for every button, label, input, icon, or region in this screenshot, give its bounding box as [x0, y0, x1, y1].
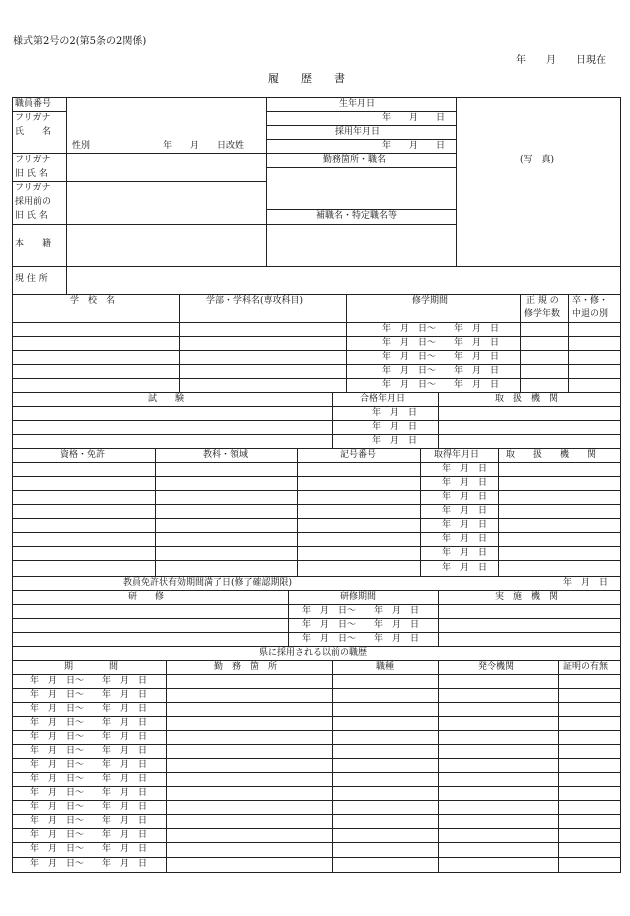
exam-date-row: 年 月 日: [372, 408, 418, 418]
career-period-row: 年 月 日〜 年 月 日: [30, 816, 148, 826]
divider: [155, 448, 156, 576]
education-period-row: 年 月 日〜 年 月 日: [382, 338, 500, 348]
divider: [12, 518, 621, 519]
education-period-row: 年 月 日〜 年 月 日: [382, 324, 500, 334]
school-header: 学 校 名: [70, 296, 116, 306]
regular-years-header-1: 正 規 の: [526, 296, 559, 306]
department-header: 学部・学科名(専攻科目): [206, 296, 304, 306]
divider: [297, 448, 298, 576]
license-organizer-header: 取 扱 機 関: [506, 450, 597, 460]
supplementary-label: 補職名・特定職名等: [316, 211, 398, 221]
divider: [12, 716, 621, 717]
divider: [12, 590, 621, 591]
career-period-row: 年 月 日〜 年 月 日: [30, 732, 148, 742]
divider: [12, 632, 621, 633]
training-period-row: 年 月 日〜 年 月 日: [302, 620, 420, 630]
divider: [12, 786, 621, 787]
exam-date-row: 年 月 日: [372, 422, 418, 432]
divider: [12, 462, 621, 463]
career-period-row: 年 月 日〜 年 月 日: [30, 774, 148, 784]
form-title: 履 歴 書: [268, 72, 345, 85]
career-period-row: 年 月 日〜 年 月 日: [30, 760, 148, 770]
divider: [12, 560, 621, 561]
divider: [12, 772, 621, 773]
staff-no-label: 職員番号: [15, 99, 52, 109]
divider: [12, 392, 621, 393]
career-issuer-header: 発令機関: [478, 662, 515, 672]
license-date-row: 年 月 日: [442, 464, 488, 474]
education-period-row: 年 月 日〜 年 月 日: [382, 366, 500, 376]
old-name-label-prehire: 旧 氏 名: [15, 211, 48, 221]
divider: [420, 448, 421, 576]
divider: [12, 744, 621, 745]
divider: [66, 97, 67, 294]
education-period-row: 年 月 日〜 年 月 日: [382, 380, 500, 390]
license-date-row: 年 月 日: [442, 478, 488, 488]
divider: [12, 378, 621, 379]
career-period-row: 年 月 日〜 年 月 日: [30, 830, 148, 840]
career-period-header: 期 間: [64, 662, 119, 672]
training-institution-header: 実 施 機 関: [495, 592, 559, 602]
gender-label: 性別: [72, 141, 91, 151]
divider: [456, 97, 457, 266]
name-change-date: 年 月 日改姓: [163, 141, 245, 151]
divider: [12, 546, 621, 547]
divider: [12, 688, 621, 689]
regular-years-header-2: 修学年数: [524, 309, 561, 319]
workplace-label: 勤務箇所・職名: [323, 155, 387, 165]
divider: [12, 857, 621, 858]
divider: [266, 167, 456, 168]
divider: [12, 660, 621, 661]
divider: [12, 532, 621, 533]
career-period-row: 年 月 日〜 年 月 日: [30, 704, 148, 714]
acquired-date-header: 取得年月日: [434, 450, 480, 460]
career-period-row: 年 月 日〜 年 月 日: [30, 718, 148, 728]
divider: [12, 294, 621, 295]
subject-header: 教科・領域: [203, 450, 249, 460]
divider: [12, 814, 621, 815]
prehire-label: 採用前の: [15, 197, 52, 207]
furigana-label-prehire: フリガナ: [15, 183, 51, 193]
license-date-row: 年 月 日: [442, 548, 488, 558]
domicile-label: 本 籍: [15, 239, 52, 249]
divider: [12, 224, 456, 225]
current-date: 年 月 日現在: [516, 55, 606, 66]
divider: [266, 111, 456, 112]
training-period-row: 年 月 日〜 年 月 日: [302, 634, 420, 644]
pass-date-header: 合格年月日: [360, 394, 406, 404]
divider: [12, 153, 456, 154]
career-period-row: 年 月 日〜 年 月 日: [30, 802, 148, 812]
divider: [12, 181, 266, 182]
career-period-row: 年 月 日〜 年 月 日: [30, 844, 148, 854]
divider: [12, 828, 621, 829]
license-number-header: 記号番号: [340, 450, 377, 460]
validity-label: 教員免許状有効期間満了日(修了確認期限): [123, 578, 293, 588]
license-date-row: 年 月 日: [442, 563, 488, 573]
exam-header: 試 験: [148, 394, 185, 404]
divider: [12, 618, 621, 619]
furigana-label: フリガナ: [15, 113, 51, 123]
divider: [12, 350, 621, 351]
birth-date-value: 年 月 日: [382, 113, 446, 123]
career-period-row: 年 月 日〜 年 月 日: [30, 788, 148, 798]
divider: [266, 97, 267, 266]
career-workplace-header: 勤 務 箇 所: [214, 662, 278, 672]
training-header: 研 修: [128, 592, 165, 602]
career-period-row: 年 月 日〜 年 月 日: [30, 746, 148, 756]
birth-date-label: 生年月日: [339, 99, 376, 109]
divider: [12, 406, 621, 407]
divider: [12, 364, 621, 365]
form-number: 様式第2号の2(第5条の2関係): [13, 36, 147, 47]
career-job-type-header: 職種: [376, 662, 395, 672]
divider: [12, 504, 621, 505]
old-name-label: 旧 氏 名: [15, 169, 48, 179]
license-header: 資格・免許: [60, 450, 106, 460]
training-period-header: 研修期間: [340, 592, 377, 602]
status-header-1: 卒・修・: [572, 296, 609, 306]
photo-placeholder: (写 真): [520, 155, 555, 165]
exam-organizer-header: 取 扱 機 関: [495, 394, 559, 404]
divider: [12, 604, 621, 605]
divider: [12, 448, 621, 449]
divider: [12, 674, 621, 675]
license-date-row: 年 月 日: [442, 492, 488, 502]
divider: [12, 111, 66, 112]
divider: [12, 266, 621, 267]
career-section-title: 県に採用される以前の職歴: [259, 648, 368, 658]
divider: [12, 490, 621, 491]
divider: [12, 800, 621, 801]
divider: [12, 322, 621, 323]
divider: [266, 125, 456, 126]
study-period-header: 修学期間: [412, 296, 449, 306]
career-proof-header: 証明の有無: [563, 662, 609, 672]
divider: [12, 646, 621, 647]
divider: [266, 209, 456, 210]
education-period-row: 年 月 日〜 年 月 日: [382, 352, 500, 362]
divider: [12, 702, 621, 703]
status-header-2: 中退の別: [572, 309, 609, 319]
divider: [12, 730, 621, 731]
divider: [12, 434, 621, 435]
career-period-row: 年 月 日〜 年 月 日: [30, 690, 148, 700]
name-label: 氏 名: [15, 127, 52, 137]
exam-date-row: 年 月 日: [372, 436, 418, 446]
career-period-row: 年 月 日〜 年 月 日: [30, 676, 148, 686]
license-date-row: 年 月 日: [442, 520, 488, 530]
divider: [266, 139, 456, 140]
license-date-row: 年 月 日: [442, 506, 488, 516]
hire-date-value: 年 月 日: [382, 141, 446, 151]
divider: [12, 576, 621, 577]
divider: [12, 420, 621, 421]
validity-date: 年 月 日: [563, 578, 609, 588]
address-label: 現 住 所: [15, 274, 48, 284]
license-date-row: 年 月 日: [442, 534, 488, 544]
divider: [12, 842, 621, 843]
divider: [12, 336, 621, 337]
training-period-row: 年 月 日〜 年 月 日: [302, 606, 420, 616]
divider: [498, 448, 499, 576]
divider: [12, 758, 621, 759]
career-period-row: 年 月 日〜 年 月 日: [30, 859, 148, 869]
hire-date-label: 採用年月日: [335, 127, 381, 137]
divider: [12, 476, 621, 477]
furigana-label-old: フリガナ: [15, 155, 51, 165]
